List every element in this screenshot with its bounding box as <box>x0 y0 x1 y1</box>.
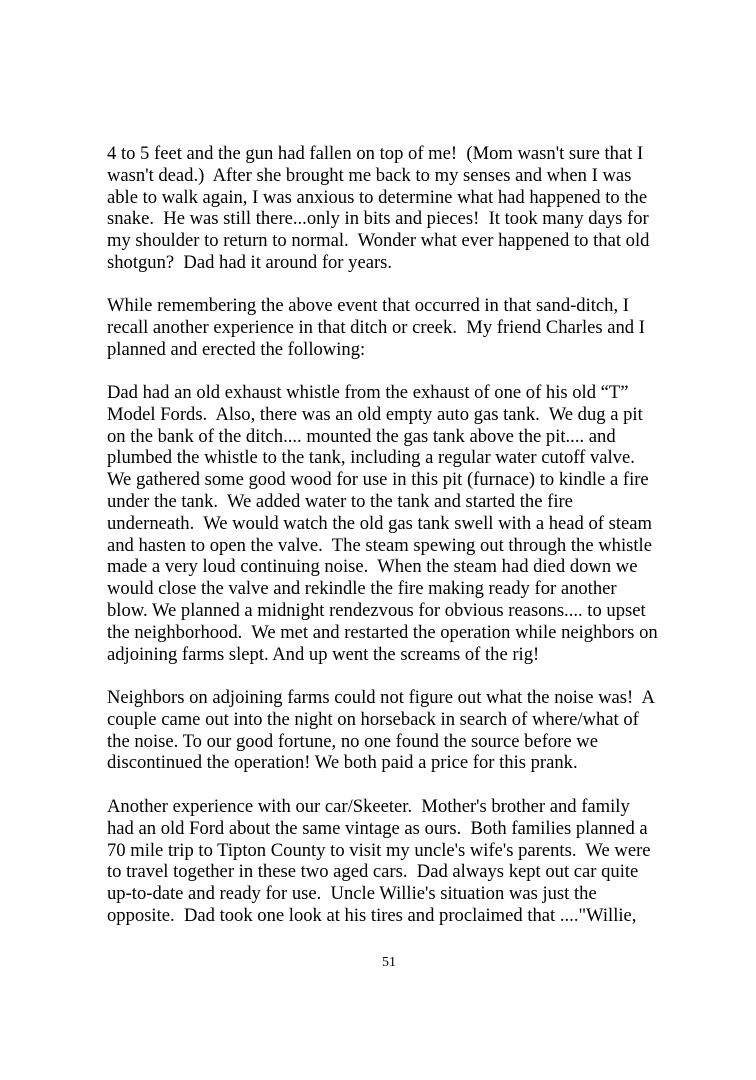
text-line: wasn't dead.) After she brought me back to my senses and when I was <box>107 164 632 186</box>
text-line: would close the valve and rekindle the fire making ready for another <box>107 578 617 600</box>
text-line: adjoining farms slept. And up went the screams of the rig! <box>107 643 540 665</box>
text-line: planned and erected the following: <box>107 338 366 360</box>
text-line: made a very loud continuing noise. When the steam had died down we <box>107 556 638 578</box>
text-line: my shoulder to return to normal. Wonder what ever happened to that old <box>107 230 650 252</box>
text-line: plumbed the whistle to the tank, including a regular water cutoff valve. <box>107 447 635 469</box>
text-line: snake. He was still there...only in bits and pieces! It took many days for <box>107 208 649 230</box>
paragraph-4 <box>107 687 687 774</box>
text-line: 70 mile trip to Tipton County to visit my uncle's wife's parents. We were <box>107 839 651 861</box>
text-line: Another experience with our car/Skeeter. Mother's brother and family <box>107 796 630 817</box>
page-number: 51 <box>382 955 396 970</box>
text-line: up-to-date and ready for use. Uncle Willie's situation was just the <box>107 883 597 905</box>
paragraph-5 <box>107 796 687 927</box>
paragraph-1 <box>107 143 687 274</box>
text-line: 4 to 5 feet and the gun had fallen on top of me! (Mom wasn't sure that I <box>107 143 644 164</box>
text-line: on the bank of the ditch.... mounted the gas tank above the pit.... and <box>107 425 616 447</box>
text-line: opposite. Dad took one look at his tires and proclaimed that ...."Willie, <box>107 904 637 926</box>
text-line: discontinued the operation! We both paid a price for this prank. <box>107 752 578 774</box>
text-line: under the tank. We added water to the tank and started the fire <box>107 490 573 512</box>
text-line: able to walk again, I was anxious to determine what had happened to the <box>107 186 648 208</box>
paragraph-2 <box>107 295 687 360</box>
text-line: blow. We planned a midnight rendezvous for obvious reasons.... to upset <box>107 599 646 621</box>
paragraph-3 <box>107 382 687 665</box>
text-line: to travel together in these two aged cars. Dad always kept out car quite <box>107 861 639 883</box>
text-line: had an old Ford about the same vintage as ours. Both families planned a <box>107 817 648 839</box>
text-line: underneath. We would watch the old gas tank swell with a head of steam <box>107 512 652 534</box>
text-line: We gathered some good wood for use in this pit (furnace) to kindle a fire <box>107 469 649 491</box>
text-line: Model Fords. Also, there was an old empty auto gas tank. We dug a pit <box>107 403 643 425</box>
text-line: and hasten to open the valve. The steam spewing out through the whistle <box>107 534 652 556</box>
text-line: While remembering the above event that occurred in that sand-ditch, I <box>107 295 629 316</box>
text-line: Dad had an old exhaust whistle from the exhaust of one of his old “T” <box>107 382 629 403</box>
text-line: the neighborhood. We met and restarted the operation while neighbors on <box>107 621 658 643</box>
text-line: the noise. To our good fortune, no one found the source before we <box>107 730 598 752</box>
text-line: recall another experience in that ditch or creek. My friend Charles and I <box>107 316 645 338</box>
text-line: shotgun? Dad had it around for years. <box>107 251 393 273</box>
text-line: couple came out into the night on horseback in search of where/what of <box>107 708 639 730</box>
text-line: Neighbors on adjoining farms could not figure out what the noise was! A <box>107 687 655 708</box>
